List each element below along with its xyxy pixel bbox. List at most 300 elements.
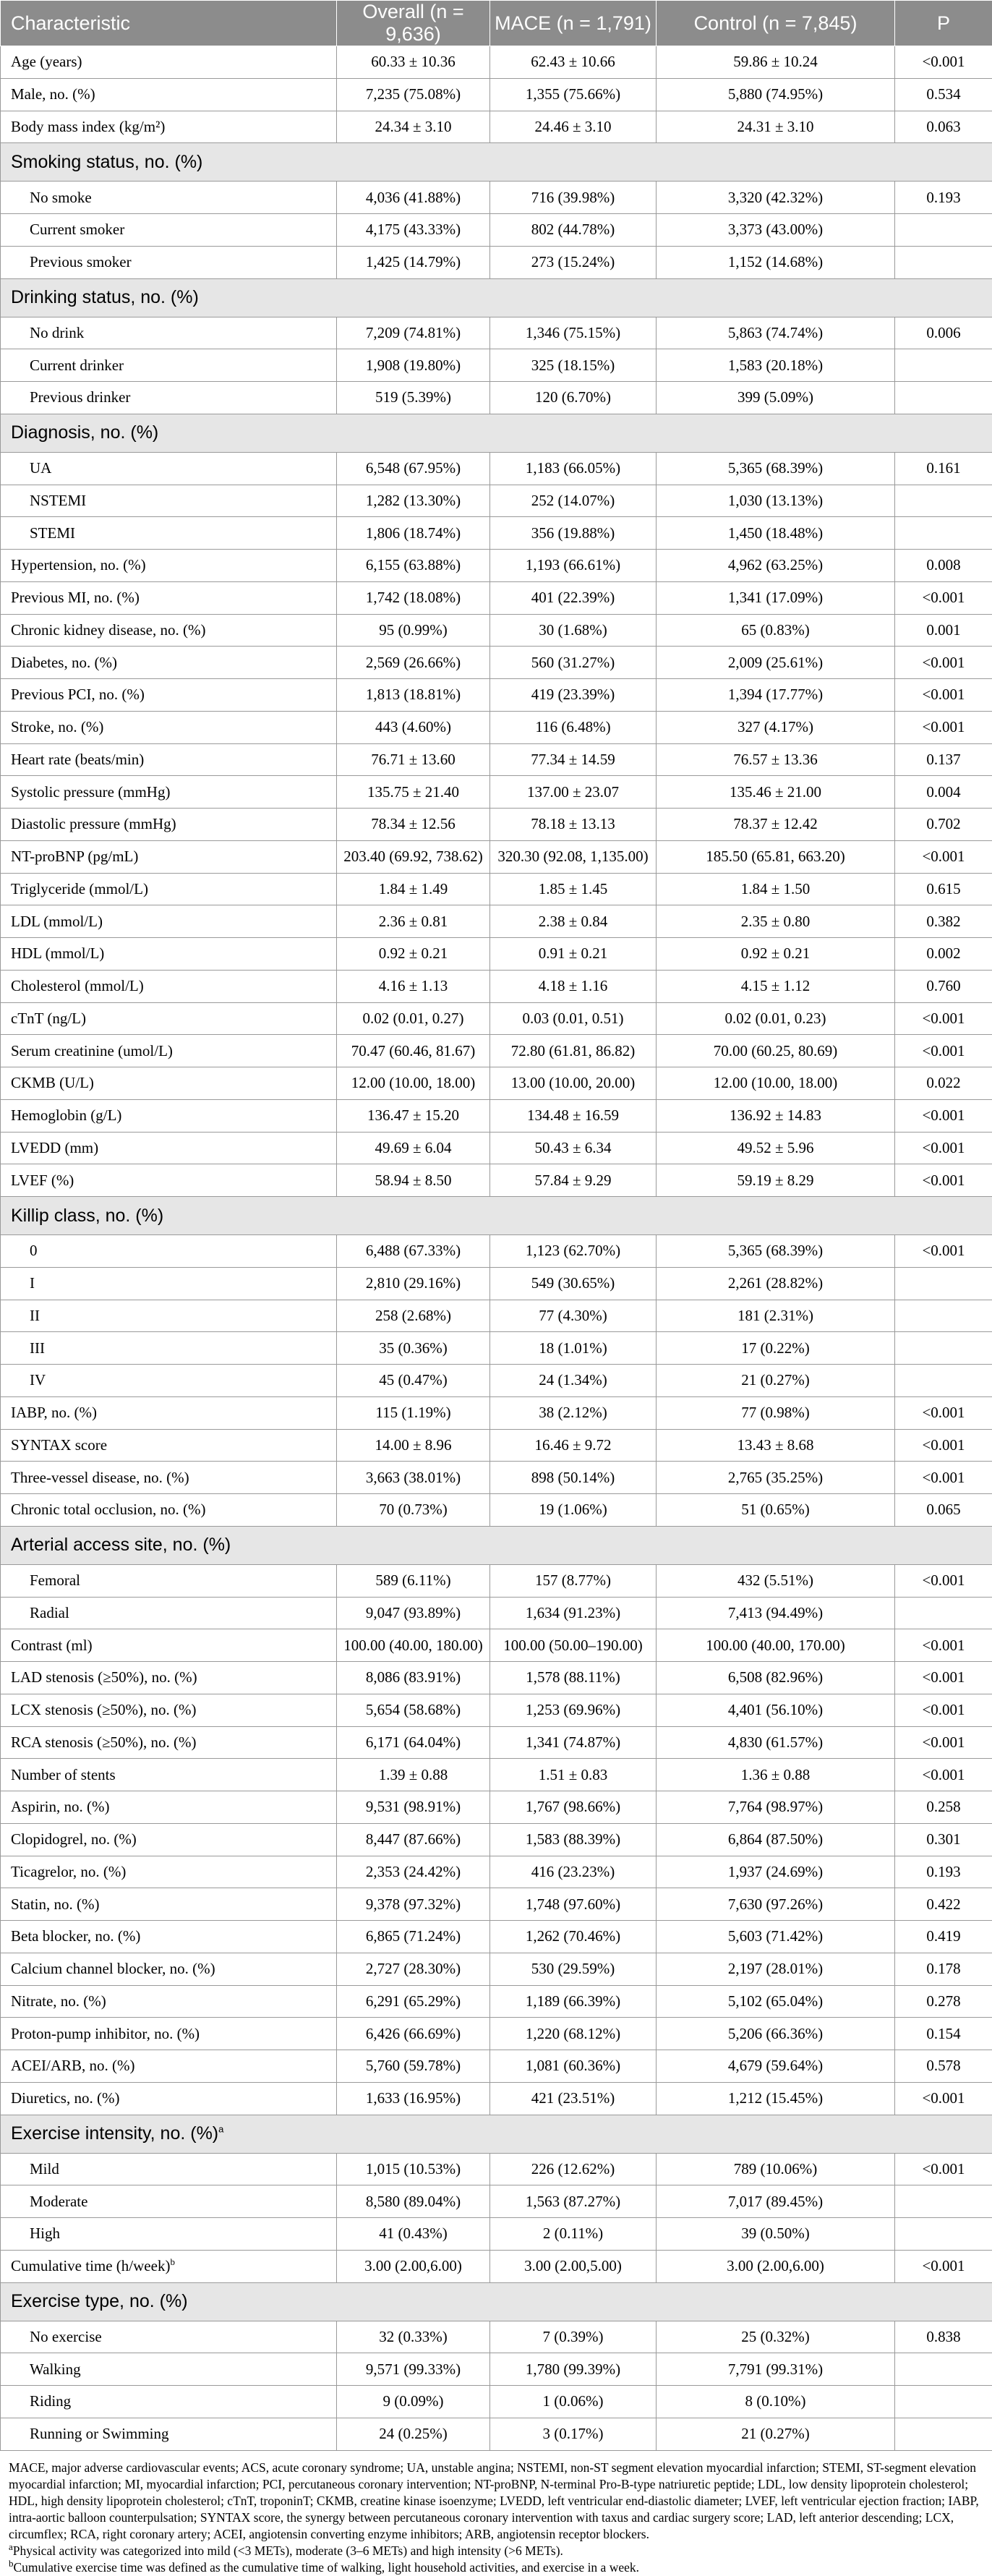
cell-p-value (895, 246, 992, 278)
header-mace: MACE (n = 1,791) (490, 1, 657, 46)
cell-overall: 14.00 ± 8.96 (337, 1429, 490, 1462)
cell-mace: 50.43 ± 6.34 (490, 1132, 657, 1164)
cell-control: 12.00 (10.00, 18.00) (657, 1067, 895, 1100)
table-row (1, 776, 992, 809)
characteristic-text: Chronic total occlusion, no. (%) (11, 1501, 205, 1518)
section-label (1, 2282, 992, 2321)
cell-characteristic (1, 647, 337, 679)
cell-p-value: 0.065 (895, 1494, 992, 1527)
characteristic-text: Previous MI, no. (%) (11, 589, 140, 606)
cell-overall: 589 (6.11%) (337, 1564, 490, 1597)
cell-control: 21 (0.27%) (657, 2418, 895, 2450)
characteristic-text: Triglyceride (mmol/L) (11, 880, 148, 897)
cell-control: 39 (0.50%) (657, 2218, 895, 2251)
table-subrow (1, 1365, 992, 1397)
table-row (1, 840, 992, 873)
characteristic-text: Systolic pressure (mmHg) (11, 783, 170, 801)
cell-overall: 9,047 (93.89%) (337, 1597, 490, 1629)
cell-mace: 3 (0.17%) (490, 2418, 657, 2450)
cell-mace: 1,123 (62.70%) (490, 1235, 657, 1268)
characteristic-text: No smoke (30, 189, 92, 206)
cell-control: 77 (0.98%) (657, 1396, 895, 1429)
cell-characteristic (1, 1953, 337, 1985)
table-row (1, 1164, 992, 1197)
table-row (1, 1759, 992, 1791)
cell-p-value: <0.001 (895, 1694, 992, 1726)
table-subrow (1, 317, 992, 349)
footnote-a-marker: a (9, 2541, 13, 2552)
cell-mace: 100.00 (50.00–190.00) (490, 1629, 657, 1662)
cell-control: 789 (10.06%) (657, 2153, 895, 2185)
section-header-row (1, 2282, 992, 2321)
cell-p-value: 0.161 (895, 452, 992, 485)
cell-mace: 16.46 ± 9.72 (490, 1429, 657, 1462)
cell-mace: 137.00 ± 23.07 (490, 776, 657, 809)
cell-characteristic (1, 2082, 337, 2115)
cell-characteristic (1, 182, 337, 214)
cell-overall: 6,171 (64.04%) (337, 1726, 490, 1759)
table-subrow (1, 1597, 992, 1629)
table-subrow (1, 485, 992, 517)
cell-overall: 49.69 ± 6.04 (337, 1132, 490, 1164)
cell-mace: 38 (2.12%) (490, 1396, 657, 1429)
cell-characteristic (1, 550, 337, 582)
cell-control: 7,413 (94.49%) (657, 1597, 895, 1629)
cell-overall: 95 (0.99%) (337, 614, 490, 647)
cell-characteristic (1, 46, 337, 79)
cell-p-value: <0.001 (895, 1564, 992, 1597)
cell-control: 100.00 (40.00, 170.00) (657, 1629, 895, 1662)
cell-characteristic (1, 382, 337, 414)
cell-control: 1,450 (18.48%) (657, 517, 895, 550)
section-label (1, 414, 992, 452)
cell-characteristic (1, 1564, 337, 1597)
cell-overall: 8,580 (89.04%) (337, 2185, 490, 2218)
cell-p-value: 0.702 (895, 809, 992, 841)
cell-p-value: 0.154 (895, 2018, 992, 2050)
cell-overall: 135.75 ± 21.40 (337, 776, 490, 809)
cell-control: 1,030 (13.13%) (657, 485, 895, 517)
cell-mace: 1 (0.06%) (490, 2386, 657, 2418)
cell-characteristic (1, 2353, 337, 2386)
cell-p-value: <0.001 (895, 1429, 992, 1462)
cell-control: 4,401 (56.10%) (657, 1694, 895, 1726)
cell-characteristic (1, 1726, 337, 1759)
characteristic-text: Radial (30, 1604, 69, 1621)
cell-control: 5,365 (68.39%) (657, 1235, 895, 1268)
table-subrow (1, 1267, 992, 1300)
characteristic-text: Contrast (ml) (11, 1637, 93, 1654)
cell-characteristic (1, 2153, 337, 2185)
footnote-marker: a (218, 2124, 223, 2135)
table-header-row (1, 1, 992, 46)
cell-characteristic (1, 581, 337, 614)
cell-p-value: 0.838 (895, 2321, 992, 2353)
cell-p-value: 0.301 (895, 1823, 992, 1856)
cell-overall: 70.47 (60.46, 81.67) (337, 1035, 490, 1067)
cell-overall: 24 (0.25%) (337, 2418, 490, 2450)
cell-overall: 7,209 (74.81%) (337, 317, 490, 349)
cell-overall: 12.00 (10.00, 18.00) (337, 1067, 490, 1100)
table-subrow (1, 517, 992, 550)
characteristic-text: Previous drinker (30, 388, 130, 406)
cell-control: 59.86 ± 10.24 (657, 46, 895, 79)
cell-p-value: 0.178 (895, 1953, 992, 1985)
table-subrow (1, 2153, 992, 2185)
cell-characteristic (1, 1888, 337, 1921)
cell-control: 7,791 (99.31%) (657, 2353, 895, 2386)
table-row (1, 1726, 992, 1759)
cell-mace: 1,183 (66.05%) (490, 452, 657, 485)
cell-control: 24.31 ± 3.10 (657, 111, 895, 143)
cell-p-value (895, 1365, 992, 1397)
cell-mace: 116 (6.48%) (490, 711, 657, 743)
cell-overall: 6,155 (63.88%) (337, 550, 490, 582)
table-row (1, 873, 992, 905)
cell-overall: 70 (0.73%) (337, 1494, 490, 1527)
cell-control: 7,630 (97.26%) (657, 1888, 895, 1921)
cell-overall: 5,760 (59.78%) (337, 2050, 490, 2083)
characteristic-text: NT-proBNP (pg/mL) (11, 848, 138, 865)
cell-overall: 32 (0.33%) (337, 2321, 490, 2353)
cell-p-value: 0.578 (895, 2050, 992, 2083)
cell-mace: 2 (0.11%) (490, 2218, 657, 2251)
cell-control: 78.37 ± 12.42 (657, 809, 895, 841)
section-header-row (1, 2115, 992, 2153)
characteristic-text: Aspirin, no. (%) (11, 1798, 109, 1815)
cell-control: 2,197 (28.01%) (657, 1953, 895, 1985)
cell-mace: 1,220 (68.12%) (490, 2018, 657, 2050)
cell-overall: 76.71 ± 13.60 (337, 743, 490, 776)
cell-control: 6,508 (82.96%) (657, 1662, 895, 1694)
cell-mace: 120 (6.70%) (490, 382, 657, 414)
cell-control: 13.43 ± 8.68 (657, 1429, 895, 1462)
cell-p-value: <0.001 (895, 2082, 992, 2115)
cell-mace: 4.18 ± 1.16 (490, 970, 657, 1002)
cell-overall: 0.92 ± 0.21 (337, 938, 490, 971)
table-row (1, 1662, 992, 1694)
cell-characteristic (1, 1396, 337, 1429)
table-row (1, 111, 992, 143)
table-row (1, 614, 992, 647)
cell-p-value (895, 2386, 992, 2418)
characteristic-text: Diabetes, no. (%) (11, 654, 117, 671)
header-control: Control (n = 7,845) (657, 1, 895, 46)
cell-control: 1,152 (14.68%) (657, 246, 895, 278)
cell-characteristic (1, 452, 337, 485)
cell-mace: 1,583 (88.39%) (490, 1823, 657, 1856)
table-row (1, 1067, 992, 1100)
cell-characteristic (1, 905, 337, 938)
cell-characteristic (1, 1759, 337, 1791)
section-label-text: Exercise intensity, no. (%) (11, 2123, 218, 2144)
cell-control: 5,365 (68.39%) (657, 452, 895, 485)
cell-overall: 9,531 (98.91%) (337, 1791, 490, 1824)
table-row (1, 1429, 992, 1462)
cell-p-value (895, 1597, 992, 1629)
cell-p-value (895, 2418, 992, 2450)
characteristic-text: Hypertension, no. (%) (11, 556, 146, 573)
table-row (1, 581, 992, 614)
characteristic-text: IABP, no. (%) (11, 1404, 97, 1421)
table-row (1, 647, 992, 679)
table-row (1, 711, 992, 743)
cell-mace: 1,780 (99.39%) (490, 2353, 657, 2386)
cell-characteristic (1, 317, 337, 349)
cell-overall: 6,865 (71.24%) (337, 1921, 490, 1953)
characteristic-text: Proton-pump inhibitor, no. (%) (11, 2025, 200, 2042)
table-row (1, 1888, 992, 1921)
characteristic-text: Chronic kidney disease, no. (%) (11, 621, 205, 639)
cell-characteristic (1, 2218, 337, 2251)
cell-mace: 62.43 ± 10.66 (490, 46, 657, 79)
cell-p-value (895, 2353, 992, 2386)
cell-mace: 1,346 (75.15%) (490, 317, 657, 349)
characteristic-text: III (30, 1339, 45, 1357)
cell-control: 2.35 ± 0.80 (657, 905, 895, 938)
cell-mace: 252 (14.07%) (490, 485, 657, 517)
characteristic-text: No exercise (30, 2328, 102, 2345)
cell-p-value: 0.760 (895, 970, 992, 1002)
cell-p-value: <0.001 (895, 46, 992, 79)
cell-control: 5,206 (66.36%) (657, 2018, 895, 2050)
cell-control: 3.00 (2.00,6.00) (657, 2250, 895, 2282)
section-header-row (1, 1197, 992, 1235)
table-subrow (1, 1564, 992, 1597)
footnote-a-text: Physical activity was categorized into mild (<3 METs), moderate (3–6 METs) and high intensity (>6 METs). (13, 2543, 563, 2558)
cell-characteristic (1, 1985, 337, 2018)
characteristic-text: II (30, 1307, 40, 1324)
table-row (1, 2082, 992, 2115)
cell-mace: 1,355 (75.66%) (490, 78, 657, 111)
section-header-row (1, 143, 992, 182)
cell-characteristic (1, 517, 337, 550)
cell-p-value: 0.615 (895, 873, 992, 905)
cell-overall: 45 (0.47%) (337, 1365, 490, 1397)
cell-characteristic (1, 1332, 337, 1365)
cell-characteristic (1, 809, 337, 841)
cell-p-value (895, 517, 992, 550)
cell-overall: 8,447 (87.66%) (337, 1823, 490, 1856)
cell-characteristic (1, 1164, 337, 1197)
cell-mace: 1,081 (60.36%) (490, 2050, 657, 2083)
cell-characteristic (1, 2185, 337, 2218)
cell-control: 1,394 (17.77%) (657, 679, 895, 712)
cell-characteristic (1, 2018, 337, 2050)
cell-control: 136.92 ± 14.83 (657, 1099, 895, 1132)
characteristic-text: Stroke, no. (%) (11, 718, 103, 735)
cell-mace: 421 (23.51%) (490, 2082, 657, 2115)
cell-mace: 320.30 (92.08, 1,135.00) (490, 840, 657, 873)
section-label (1, 143, 992, 182)
table-row (1, 550, 992, 582)
table-row (1, 2250, 992, 2282)
cell-characteristic (1, 2418, 337, 2450)
table-subrow (1, 382, 992, 414)
cell-mace: 77.34 ± 14.59 (490, 743, 657, 776)
footnote-b (9, 2559, 983, 2576)
cell-p-value: <0.001 (895, 1235, 992, 1268)
cell-mace: 416 (23.23%) (490, 1856, 657, 1888)
cell-mace: 802 (44.78%) (490, 214, 657, 247)
table-subrow (1, 1235, 992, 1268)
cell-mace: 1,563 (87.27%) (490, 2185, 657, 2218)
cell-characteristic (1, 2250, 337, 2282)
cell-overall: 4.16 ± 1.13 (337, 970, 490, 1002)
cell-overall: 9,571 (99.33%) (337, 2353, 490, 2386)
characteristic-text: RCA stenosis (≥50%), no. (%) (11, 1733, 197, 1751)
characteristic-text: High (30, 2225, 60, 2242)
cell-characteristic (1, 743, 337, 776)
cell-characteristic (1, 1629, 337, 1662)
section-label-text: Killip class, no. (%) (11, 1206, 163, 1226)
cell-mace: 2.38 ± 0.84 (490, 905, 657, 938)
cell-p-value: <0.001 (895, 2250, 992, 2282)
cell-mace: 1,341 (74.87%) (490, 1726, 657, 1759)
cell-p-value: 0.006 (895, 317, 992, 349)
cell-control: 3,373 (43.00%) (657, 214, 895, 247)
cell-mace: 13.00 (10.00, 20.00) (490, 1067, 657, 1100)
characteristic-text: Riding (30, 2392, 71, 2410)
cell-mace: 1,578 (88.11%) (490, 1662, 657, 1694)
cell-p-value: <0.001 (895, 1132, 992, 1164)
cell-p-value: 0.193 (895, 1856, 992, 1888)
cell-control: 6,864 (87.50%) (657, 1823, 895, 1856)
table-subrow (1, 2353, 992, 2386)
cell-characteristic (1, 1597, 337, 1629)
table-row (1, 938, 992, 971)
cell-mace: 1,189 (66.39%) (490, 1985, 657, 2018)
cell-overall: 6,488 (67.33%) (337, 1235, 490, 1268)
cell-control: 70.00 (60.25, 80.69) (657, 1035, 895, 1067)
footnote-b-marker: b (9, 2558, 14, 2569)
table-row (1, 970, 992, 1002)
cell-p-value: 0.278 (895, 1985, 992, 2018)
cell-characteristic (1, 776, 337, 809)
cell-characteristic (1, 1662, 337, 1694)
table-subrow (1, 2418, 992, 2450)
cell-overall: 136.47 ± 15.20 (337, 1099, 490, 1132)
table-subrow (1, 2386, 992, 2418)
cell-p-value: 0.004 (895, 776, 992, 809)
cell-characteristic (1, 111, 337, 143)
cell-characteristic (1, 1694, 337, 1726)
cell-overall: 1,908 (19.80%) (337, 349, 490, 382)
section-label-text: Diagnosis, no. (%) (11, 422, 158, 443)
table-subrow (1, 214, 992, 247)
cell-control: 0.02 (0.01, 0.23) (657, 1002, 895, 1035)
cell-control: 76.57 ± 13.36 (657, 743, 895, 776)
cell-overall: 9,378 (97.32%) (337, 1888, 490, 1921)
cell-mace: 1,253 (69.96%) (490, 1694, 657, 1726)
characteristic-text: IV (30, 1371, 46, 1389)
cell-p-value: <0.001 (895, 2153, 992, 2185)
cell-characteristic (1, 1067, 337, 1100)
cell-mace: 77 (4.30%) (490, 1300, 657, 1332)
characteristic-text: Age (years) (11, 53, 82, 70)
cell-control: 432 (5.51%) (657, 1564, 895, 1597)
characteristic-text: LDL (mmol/L) (11, 913, 103, 930)
cell-control: 4,830 (61.57%) (657, 1726, 895, 1759)
cell-overall: 115 (1.19%) (337, 1396, 490, 1429)
cell-p-value (895, 1332, 992, 1365)
characteristic-text: Diuretics, no. (%) (11, 2089, 119, 2107)
cell-mace: 401 (22.39%) (490, 581, 657, 614)
cell-p-value: <0.001 (895, 581, 992, 614)
cell-control: 1.84 ± 1.50 (657, 873, 895, 905)
cell-p-value: <0.001 (895, 1629, 992, 1662)
cell-control: 2,765 (35.25%) (657, 1462, 895, 1494)
cell-mace: 530 (29.59%) (490, 1953, 657, 1985)
characteristic-text: 0 (30, 1242, 38, 1259)
table-row (1, 1694, 992, 1726)
table-subrow (1, 182, 992, 214)
characteristic-text: Serum creatinine (umol/L) (11, 1042, 173, 1059)
cell-overall: 60.33 ± 10.36 (337, 46, 490, 79)
characteristic-text: LVEF (%) (11, 1172, 74, 1189)
table-row (1, 2050, 992, 2083)
section-label-text: Smoking status, no. (%) (11, 152, 202, 172)
cell-characteristic (1, 1791, 337, 1824)
cell-characteristic (1, 711, 337, 743)
cell-characteristic (1, 485, 337, 517)
characteristic-text: Moderate (30, 2193, 87, 2210)
characteristic-text: HDL (mmol/L) (11, 944, 104, 962)
cell-p-value: 0.534 (895, 78, 992, 111)
header-p-value: P (895, 1, 992, 46)
cell-p-value: <0.001 (895, 679, 992, 712)
cell-control: 5,880 (74.95%) (657, 78, 895, 111)
table-row (1, 809, 992, 841)
table-row (1, 1002, 992, 1035)
cell-control: 185.50 (65.81, 663.20) (657, 840, 895, 873)
cell-mace: 72.80 (61.81, 86.82) (490, 1035, 657, 1067)
characteristic-text: Current smoker (30, 221, 124, 238)
cell-characteristic (1, 938, 337, 971)
cell-characteristic (1, 1429, 337, 1462)
cell-mace: 898 (50.14%) (490, 1462, 657, 1494)
table-row (1, 1494, 992, 1527)
cell-mace: 18 (1.01%) (490, 1332, 657, 1365)
cell-characteristic (1, 2386, 337, 2418)
cell-p-value: <0.001 (895, 1396, 992, 1429)
characteristic-text: UA (30, 459, 51, 477)
characteristic-text: Calcium channel blocker, no. (%) (11, 1960, 215, 1977)
table-subrow (1, 349, 992, 382)
characteristic-text: Current drinker (30, 357, 124, 374)
characteristic-text: Nitrate, no. (%) (11, 1992, 106, 2010)
cell-characteristic (1, 1035, 337, 1067)
characteristic-text: LAD stenosis (≥50%), no. (%) (11, 1668, 197, 1686)
characteristic-text: Three-vessel disease, no. (%) (11, 1469, 189, 1486)
cell-control: 3,320 (42.32%) (657, 182, 895, 214)
characteristic-text: STEMI (30, 524, 75, 542)
section-header-row (1, 1526, 992, 1564)
cell-p-value: 0.001 (895, 614, 992, 647)
table-row (1, 1791, 992, 1824)
table-subrow (1, 1332, 992, 1365)
section-label (1, 1526, 992, 1564)
cell-p-value (895, 2218, 992, 2251)
cell-mace: 1.51 ± 0.83 (490, 1759, 657, 1791)
cell-overall: 1,633 (16.95%) (337, 2082, 490, 2115)
cell-p-value: 0.422 (895, 1888, 992, 1921)
cell-control: 4.15 ± 1.12 (657, 970, 895, 1002)
cell-overall: 1,813 (18.81%) (337, 679, 490, 712)
cell-p-value: 0.193 (895, 182, 992, 214)
cell-overall: 6,426 (66.69%) (337, 2018, 490, 2050)
characteristic-text: I (30, 1274, 35, 1292)
